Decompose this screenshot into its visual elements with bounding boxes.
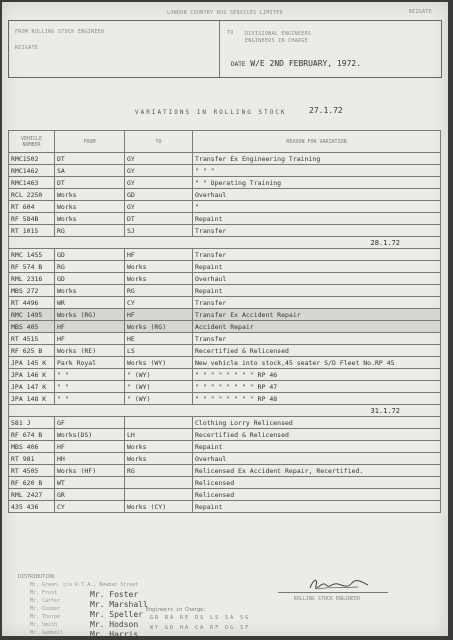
to-cell: Works (WY): [125, 357, 193, 369]
to-cell: RG: [125, 465, 193, 477]
from-cell: HF: [55, 333, 125, 345]
reason-cell: Clothing Lorry Relicensed: [193, 417, 441, 429]
reason-cell: Repaint: [193, 285, 441, 297]
table-row: [9, 285, 441, 297]
from-cell: SA: [55, 165, 125, 177]
vehicle-number-cell: RF 584B: [9, 213, 55, 225]
signature: [308, 576, 370, 592]
dist-line: Mr. Thorpe: [30, 614, 61, 620]
reason-cell: " " " " " " " " RP 46: [193, 369, 441, 381]
reason-cell: ": [193, 201, 441, 213]
reason-cell: Transfer Ex Accident Repair: [193, 309, 441, 321]
table-row: [9, 321, 441, 333]
recipient-name: Mr. Harris: [90, 630, 139, 636]
table-row: [9, 381, 441, 393]
date-separator-row: [9, 405, 441, 417]
vehicle-number-cell: RF 674 B: [9, 429, 55, 441]
from-cell: GF: [55, 417, 125, 429]
date-separator: 31.1.72: [9, 405, 441, 417]
to-cell: [125, 489, 193, 501]
from-cell: " ": [55, 393, 125, 405]
vehicle-number-cell: MBS 406: [9, 441, 55, 453]
vehicle-number-cell: RT 4505: [9, 465, 55, 477]
from-cell: WR: [55, 297, 125, 309]
from-cell: Works: [55, 189, 125, 201]
vehicle-number-cell: MBS 272: [9, 285, 55, 297]
distribution-label: DISTRIBUTION: [18, 574, 55, 580]
reason-cell: Recertified & Relicensed: [193, 429, 441, 441]
reason-cell: Recertified & Relicensed: [193, 345, 441, 357]
dist-line: Mr. Cooper: [30, 606, 61, 612]
reason-cell: Accident Repair: [193, 321, 441, 333]
from-cell: DT: [55, 153, 125, 165]
col-reason: REASON FOR VARIATION: [193, 131, 441, 153]
to-cell: LS: [125, 345, 193, 357]
table-row: [9, 489, 441, 501]
to-cell: GY: [125, 165, 193, 177]
col-to: TO: [125, 131, 193, 153]
vehicle-number-cell: RMC1502: [9, 153, 55, 165]
from-cell: GD: [55, 249, 125, 261]
from-cell: DT: [55, 177, 125, 189]
from-cell: HH: [55, 453, 125, 465]
recipient-name: Mr. Marshall: [90, 600, 148, 609]
vehicle-number-cell: RT 4496: [9, 297, 55, 309]
from-cell: Works (HF): [55, 465, 125, 477]
reason-cell: Overhaul: [193, 189, 441, 201]
from-cell: HF: [55, 441, 125, 453]
to-cell: " (WY): [125, 393, 193, 405]
vehicle-number-cell: RMC 1495: [9, 309, 55, 321]
reason-cell: Transfer: [193, 225, 441, 237]
reason-cell: Transfer Ex Engineering Training: [193, 153, 441, 165]
table-row: [9, 273, 441, 285]
to-cell: [125, 477, 193, 489]
to-cell: Works: [125, 441, 193, 453]
to-cell: GY: [125, 201, 193, 213]
vehicle-number-cell: RT 604: [9, 201, 55, 213]
to-cell: HE: [125, 333, 193, 345]
vehicle-number-cell: JPA 146 K: [9, 369, 55, 381]
from-cell: Works (RG): [55, 309, 125, 321]
from-cell: Works: [55, 213, 125, 225]
vehicle-number-cell: RT 981: [9, 453, 55, 465]
vehicle-number-cell: JPA 148 K: [9, 393, 55, 405]
reason-cell: Repaint: [193, 213, 441, 225]
reason-cell: " " Operating Training: [193, 177, 441, 189]
table-row: [9, 249, 441, 261]
from-cell: GD: [55, 273, 125, 285]
table-row: [9, 345, 441, 357]
to-cell: Works: [125, 261, 193, 273]
dist-line: Mr. Carter: [30, 598, 61, 604]
from-cell: RG: [55, 225, 125, 237]
vehicle-number-cell: RT 4515: [9, 333, 55, 345]
vehicle-number-cell: JPA 147 K: [9, 381, 55, 393]
dist-line: Mr. Smith: [30, 622, 58, 628]
to-cell: " (WY): [125, 381, 193, 393]
table-row: [9, 189, 441, 201]
to-cell: HF: [125, 249, 193, 261]
col-vehicle-number: VEHICLE NUMBER: [9, 131, 55, 153]
to-cell: Works: [125, 273, 193, 285]
to-cell: GD: [125, 189, 193, 201]
table-row: [9, 453, 441, 465]
to-cell: Works (RG): [125, 321, 193, 333]
vehicle-number-cell: RT 1015: [9, 225, 55, 237]
vehicle-number-cell: RF 620 B: [9, 477, 55, 489]
table-row: [9, 357, 441, 369]
table-row: [9, 261, 441, 273]
reason-cell: " " " " " " " " RP 48: [193, 393, 441, 405]
to-label: TO: [227, 30, 234, 36]
table-row: [9, 465, 441, 477]
to-cell: DT: [125, 213, 193, 225]
to-cell: RG: [125, 285, 193, 297]
date-separator: 28.1.72: [9, 237, 441, 249]
to-cell: GY: [125, 177, 193, 189]
document-title: VARIATIONS IN ROLLING STOCK: [135, 109, 287, 116]
from-cell: CY: [55, 501, 125, 513]
table-row: [9, 213, 441, 225]
from-cell: Works(DS): [55, 429, 125, 441]
recipient-name: Mr. Hodson: [90, 620, 139, 629]
from-cell: Works: [55, 285, 125, 297]
variations-table: [8, 130, 441, 513]
date-separator-row: [9, 237, 441, 249]
week-ending-date: DATE W/E 2ND FEBRUARY, 1972.: [231, 59, 362, 68]
reason-cell: Relicensed: [193, 489, 441, 501]
engineers-in-charge-label: Engineers in Charge:: [146, 607, 207, 613]
vehicle-number-cell: 581 J: [9, 417, 55, 429]
to-cell: [125, 417, 193, 429]
vehicle-number-cell: RML 2427: [9, 489, 55, 501]
table-row: [9, 477, 441, 489]
to-cell: Works (CY): [125, 501, 193, 513]
vehicle-number-cell: RMC1462: [9, 165, 55, 177]
reason-cell: " " ": [193, 165, 441, 177]
from-cell: " ": [55, 381, 125, 393]
to-recipients: DIVISIONAL ENGINEERS ENGINEERS IN CHARGE: [245, 31, 312, 44]
reason-cell: Repaint: [193, 501, 441, 513]
document-sheet: [2, 2, 448, 636]
vehicle-number-cell: RCL 2250: [9, 189, 55, 201]
reason-cell: Repaint: [193, 441, 441, 453]
to-cell: " (WY): [125, 369, 193, 381]
reason-cell: New vehicle into stock,45 seater S/D Fleet No.RP 45: [193, 357, 441, 369]
table-row: [9, 201, 441, 213]
col-from: FROM: [55, 131, 125, 153]
to-cell: CY: [125, 297, 193, 309]
table-row: [9, 333, 441, 345]
table-row: [9, 369, 441, 381]
to-cell: Works: [125, 453, 193, 465]
table-row: [9, 165, 441, 177]
dist-line: Mr. Gambell: [30, 630, 64, 636]
table-row: [9, 429, 441, 441]
vehicle-number-cell: RMC1463: [9, 177, 55, 189]
recipient-name: Mr. Speller: [90, 610, 143, 619]
reason-cell: Overhaul: [193, 453, 441, 465]
vehicle-number-cell: RF 574 B: [9, 261, 55, 273]
table-row: [9, 393, 441, 405]
from-cell: GR: [55, 489, 125, 501]
from-cell: RG: [55, 261, 125, 273]
table-row: [9, 417, 441, 429]
vehicle-number-cell: JPA 145 K: [9, 357, 55, 369]
dist-line: Mr. Frost: [30, 590, 58, 596]
reason-cell: Relicensed: [193, 477, 441, 489]
to-cell: HF: [125, 309, 193, 321]
table-row: [9, 153, 441, 165]
to-cell: GY: [125, 153, 193, 165]
dist-line: Mr. Green, c/o R.T.A., Newman Street: [30, 582, 139, 588]
table-row: [9, 225, 441, 237]
reason-cell: Repaint: [193, 261, 441, 273]
from-cell: Works: [55, 201, 125, 213]
table-row: [9, 501, 441, 513]
to-cell: LH: [125, 429, 193, 441]
reason-cell: Overhaul: [193, 273, 441, 285]
header-box: [8, 20, 442, 78]
vehicle-number-cell: RML 2316: [9, 273, 55, 285]
reason-cell: Transfer: [193, 297, 441, 309]
reason-cell: Transfer: [193, 249, 441, 261]
garage-codes: GR RA RE DS LS SA SG: [150, 615, 251, 621]
title-date: 27.1.72: [309, 106, 343, 115]
from-cell: HF: [55, 321, 125, 333]
reason-cell: " " " " " " " " RP 47: [193, 381, 441, 393]
table-row: [9, 309, 441, 321]
signatory-title: ROLLING STOCK ENGINEER: [293, 596, 360, 602]
table-row: [9, 177, 441, 189]
vehicle-number-cell: MBS 405: [9, 321, 55, 333]
reason-cell: Relicensed Ex Accident Repair, Recertified.: [193, 465, 441, 477]
to-cell: SJ: [125, 225, 193, 237]
recipient-name: Mr. Foster: [90, 590, 139, 599]
from-cell: " ": [55, 369, 125, 381]
from-cell: Park Royal: [55, 357, 125, 369]
table-row: [9, 441, 441, 453]
reason-cell: Transfer: [193, 333, 441, 345]
garage-codes: WY GD HA CA RF DG SF: [150, 625, 251, 631]
from-location: REIGATE: [15, 45, 39, 51]
vehicle-number-cell: 435 436: [9, 501, 55, 513]
from-cell: Works (RE): [55, 345, 125, 357]
from-cell: WT: [55, 477, 125, 489]
from-label: FROM ROLLING STOCK ENGINEER: [15, 29, 105, 35]
table-row: [9, 297, 441, 309]
company-name: LONDON COUNTRY BUS SERVICES LIMITED: [167, 10, 283, 16]
vehicle-number-cell: RF 625 B: [9, 345, 55, 357]
reference: REIGATE: [408, 9, 432, 15]
vehicle-number-cell: RMC 1455: [9, 249, 55, 261]
